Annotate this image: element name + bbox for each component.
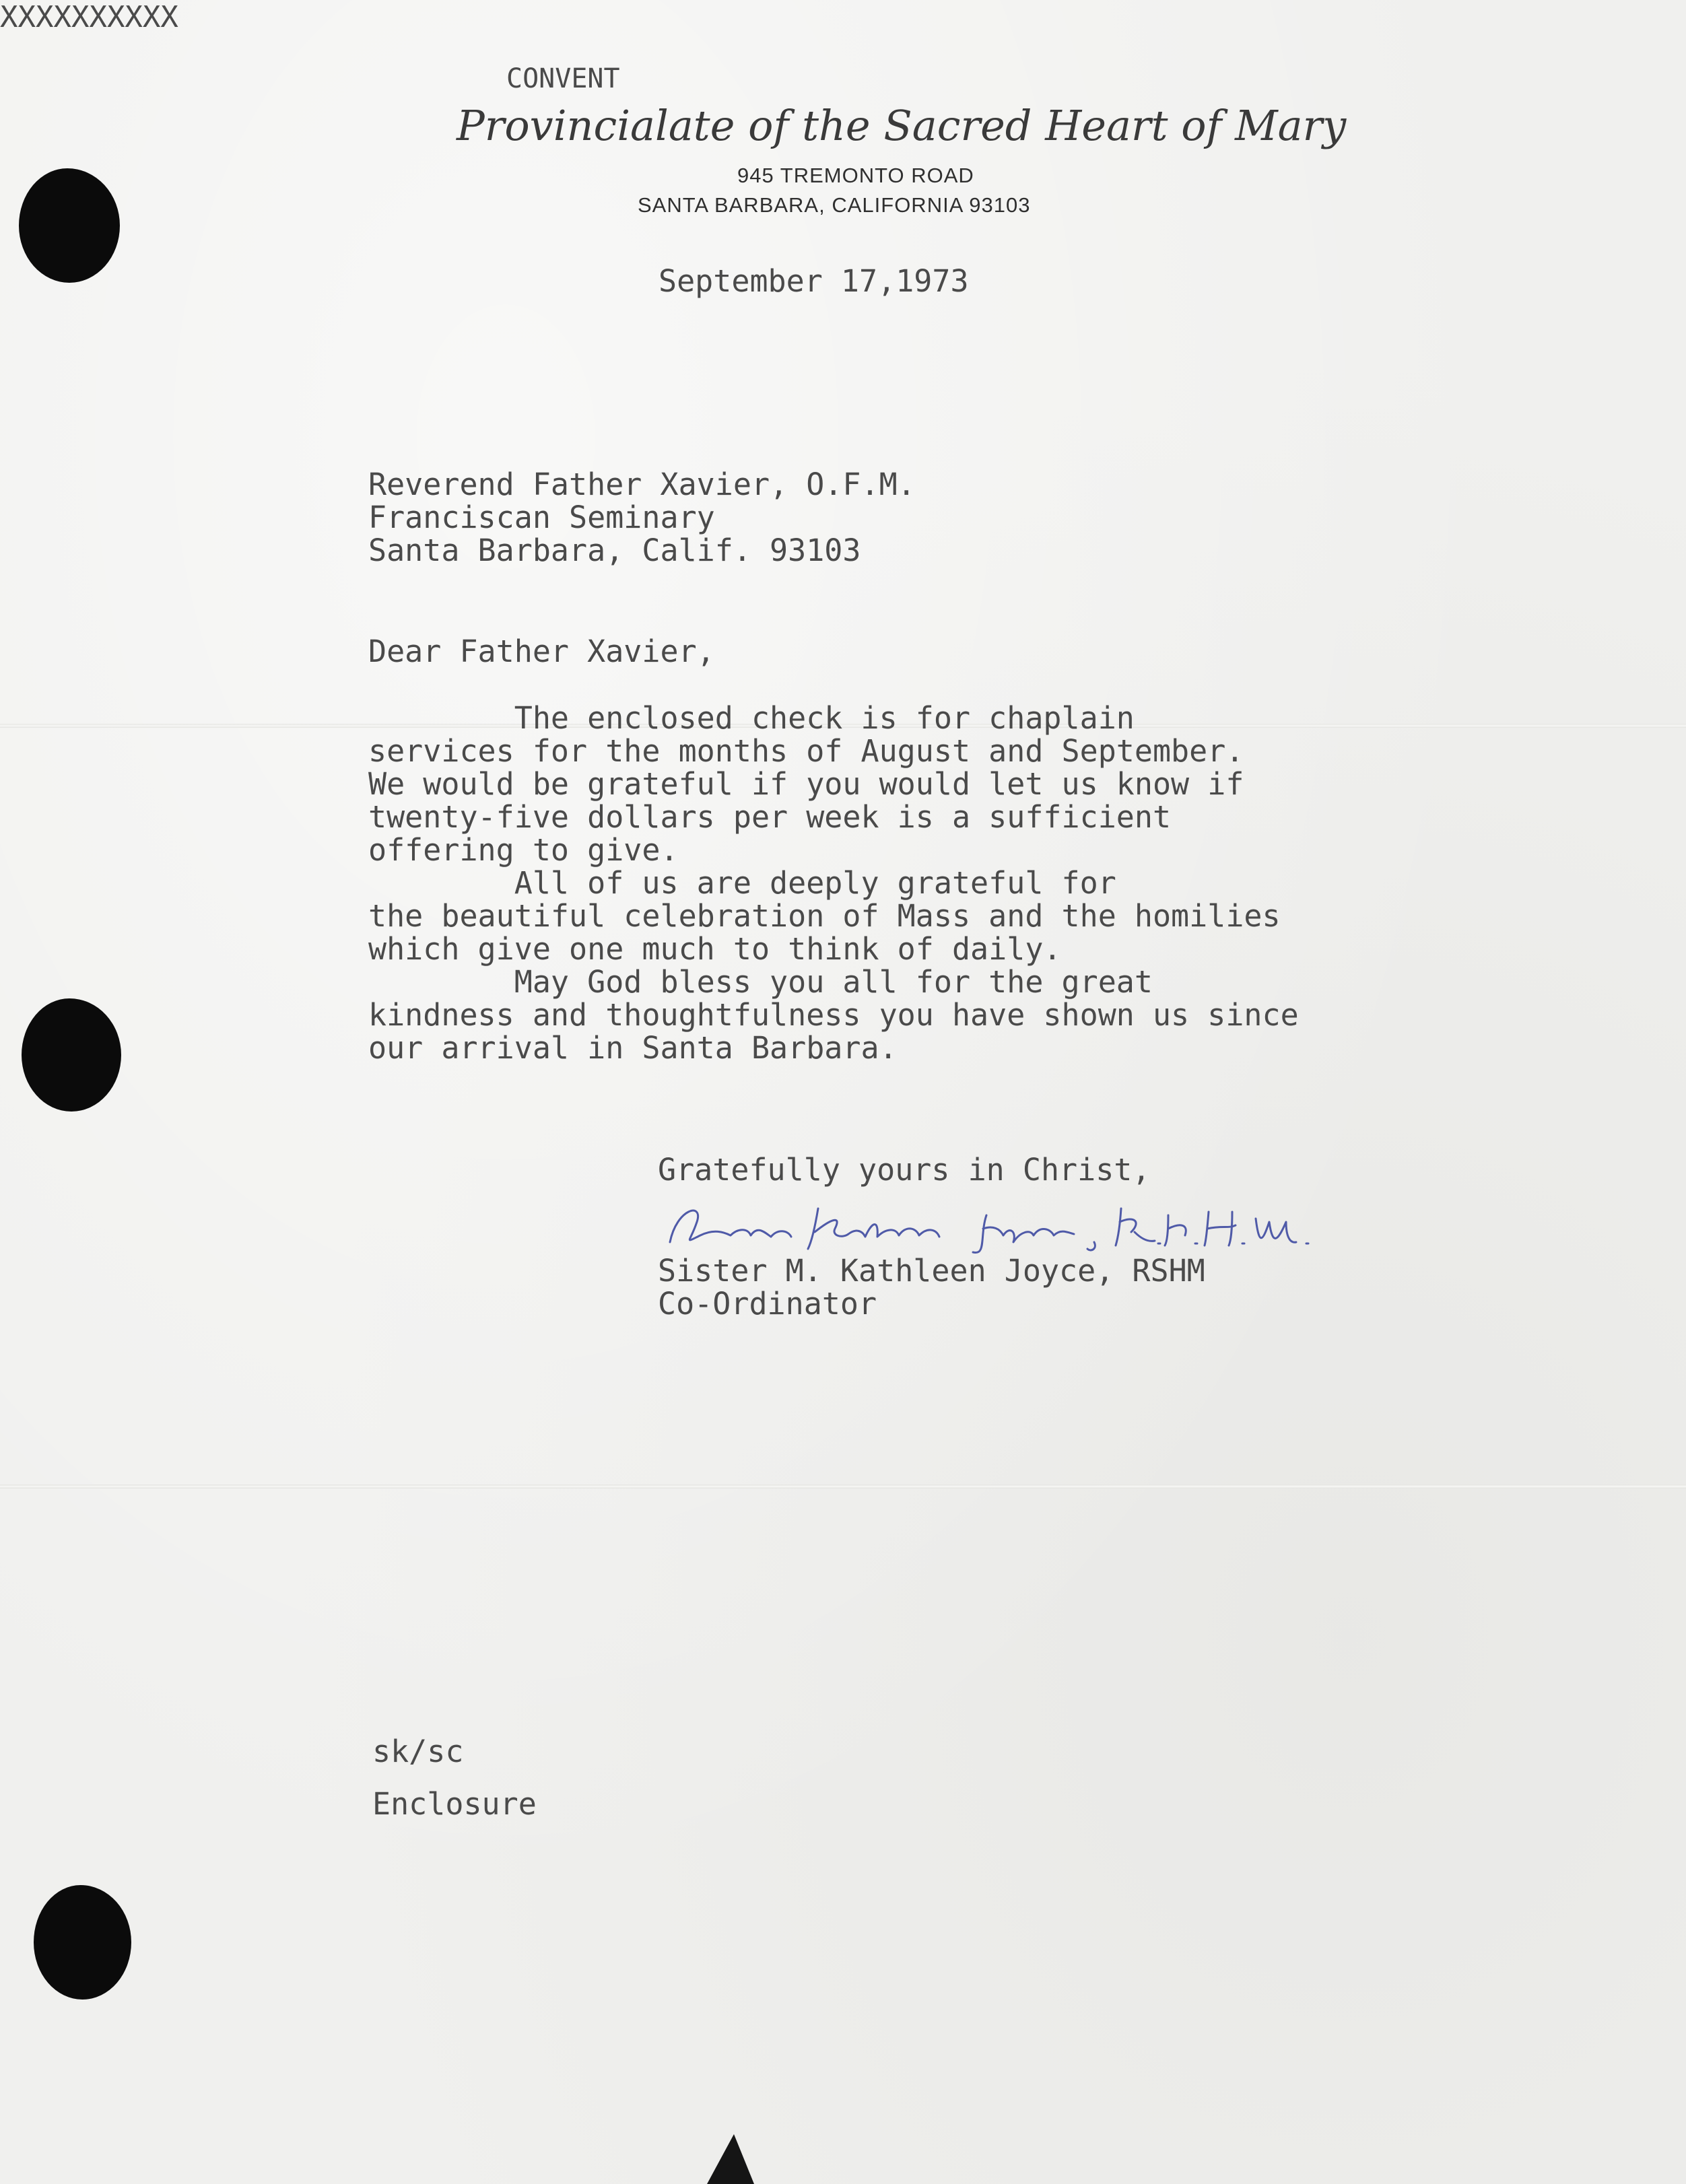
signer-title: Co-Ordinator [658,1286,877,1322]
punch-hole [34,1885,131,2000]
inside-address: Reverend Father Xavier, O.F.M. Franciscan Seminary Santa Barbara, Calif. 93103 [368,467,916,568]
letterhead-name: Provincialate of the Sacred Heart of Mary [457,101,1347,150]
salutation: Dear Father Xavier, [368,634,715,669]
letter-body: The enclosed check is for chaplain services for the months of August and September. We would be grateful if you would let us know if twenty-five dollars per week is a sufficient offering to give. All of us are deeply grateful for the beautiful celebration of Mass and the homilies which give one much to think of daily. May God bless you all for the great kindness and thoughtfulness you have shown us since our arrival in Santa Barbara. [368,700,1299,1066]
letter-date: September 17,1973 [659,263,969,299]
reference-notations [372,1726,537,1831]
handwritten-signature [663,1195,1343,1256]
paper-tear [707,2134,754,2184]
punch-hole [22,998,121,1112]
letterhead-typed-correction: CONVENT [506,63,620,94]
signature-block [658,1254,1205,1320]
signer-name: Sister M. Kathleen Joyce, RSHM [658,1253,1205,1289]
reference-initials: sk/sc [372,1734,464,1769]
letterhead-struck-overtype: XXXXXXXXXX [0,0,178,34]
complimentary-close: Gratefully yours in Christ, [658,1152,1151,1188]
letterhead-city: SANTA BARBARA, CALIFORNIA 93103 [638,193,1031,217]
punch-hole [19,168,120,283]
paper-fold-crease [0,1485,1686,1489]
enclosure-notation: Enclosure [372,1786,537,1822]
letterhead-street: 945 TREMONTO ROAD [737,164,974,187]
